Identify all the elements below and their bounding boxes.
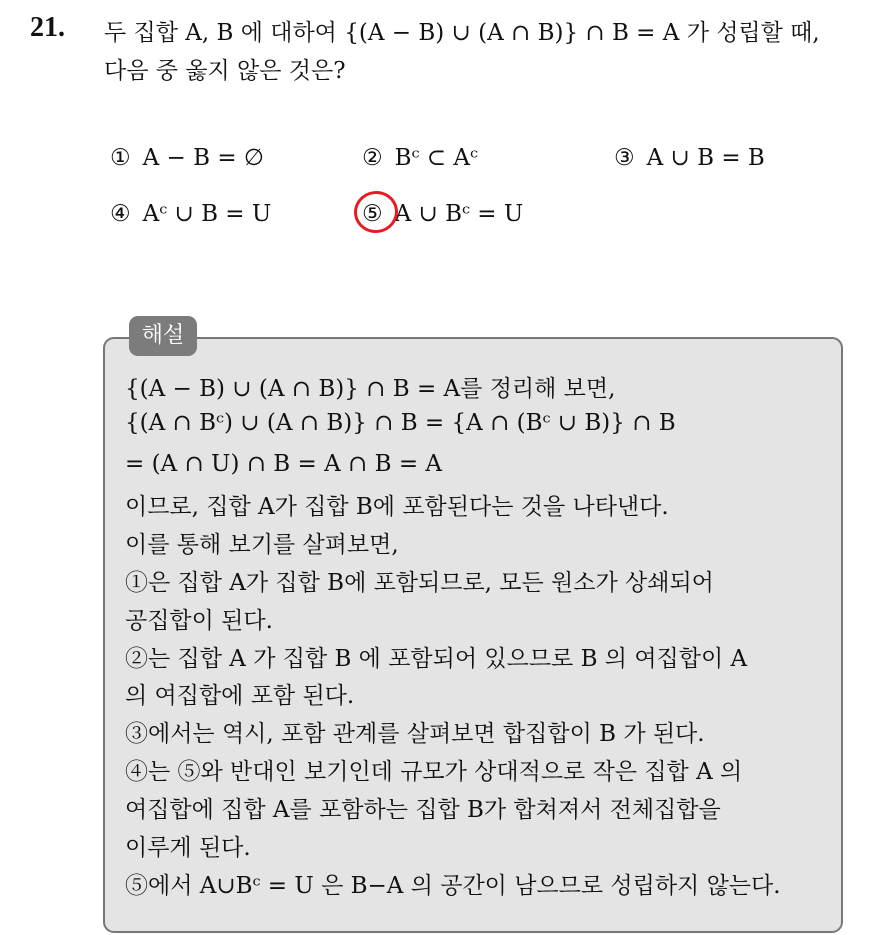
question-text-line-1: 두 집합 A, B 에 대하여 {(A − B) ∪ (A ∩ B)} ∩ B = A 가 성립할 때, [104, 20, 820, 46]
question-number: 21. [30, 12, 65, 43]
selected-answer-circle [351, 188, 400, 236]
option-1[interactable] [110, 145, 264, 171]
option-5-mark: ⑤ [362, 201, 383, 227]
solution-line-1: {(A − B) ∪ (A ∩ B)} ∩ B = A를 정리해 보면, [125, 376, 616, 402]
solution-line-9: 의 여집합에 포함 된다. [125, 683, 355, 709]
option-3[interactable] [614, 145, 765, 171]
solution-line-6: ①은 집합 A가 집합 B에 포함되므로, 모든 원소가 상쇄되어 [125, 570, 714, 596]
solution-line-2: {(A ∩ Bᶜ) ∪ (A ∩ B)} ∩ B = {A ∩ (Bᶜ ∪ B)} ∩ B [125, 410, 676, 436]
solution-line-13: 이루게 된다. [125, 835, 251, 861]
option-1-text: A − B = ∅ [142, 145, 264, 171]
option-2-mark: ② [362, 145, 383, 171]
option-3-text: A ∪ B = B [646, 145, 765, 171]
question-text-line-2: 다음 중 옳지 않은 것은? [104, 58, 346, 84]
solution-line-10: ③에서는 역시, 포함 관계를 살펴보면 합집합이 B 가 된다. [125, 721, 705, 747]
option-4-mark: ④ [110, 201, 131, 227]
option-4-text: Aᶜ ∪ B = U [142, 201, 272, 227]
solution-line-5: 이를 통해 보기를 살펴보면, [125, 532, 399, 558]
solution-line-12: 여집합에 집합 A를 포함하는 집합 B가 합쳐져서 전체집합을 [125, 797, 721, 823]
option-2[interactable] [362, 145, 478, 171]
option-1-mark: ① [110, 145, 131, 171]
solution-line-14: ⑤에서 A∪Bᶜ = U 은 B−A 의 공간이 남으므로 성립하지 않는다. [125, 873, 781, 899]
solution-line-11: ④는 ⑤와 반대인 보기인데 규모가 상대적으로 작은 집합 A 의 [125, 759, 743, 785]
solution-line-7: 공집합이 된다. [125, 608, 273, 634]
option-2-text: Bᶜ ⊂ Aᶜ [394, 145, 478, 171]
solution-line-8: ②는 집합 A 가 집합 B 에 포함되어 있으므로 B 의 여집합이 A [125, 646, 748, 672]
option-4[interactable] [110, 201, 271, 227]
option-3-mark: ③ [614, 145, 635, 171]
solution-line-3: = (A ∩ U) ∩ B = A ∩ B = A [125, 451, 443, 477]
solution-label: 해설 [129, 316, 197, 356]
option-5-text: A ∪ Bᶜ = U [394, 201, 524, 227]
solution-line-4: 이므로, 집합 A가 집합 B에 포함된다는 것을 나타낸다. [125, 494, 669, 520]
